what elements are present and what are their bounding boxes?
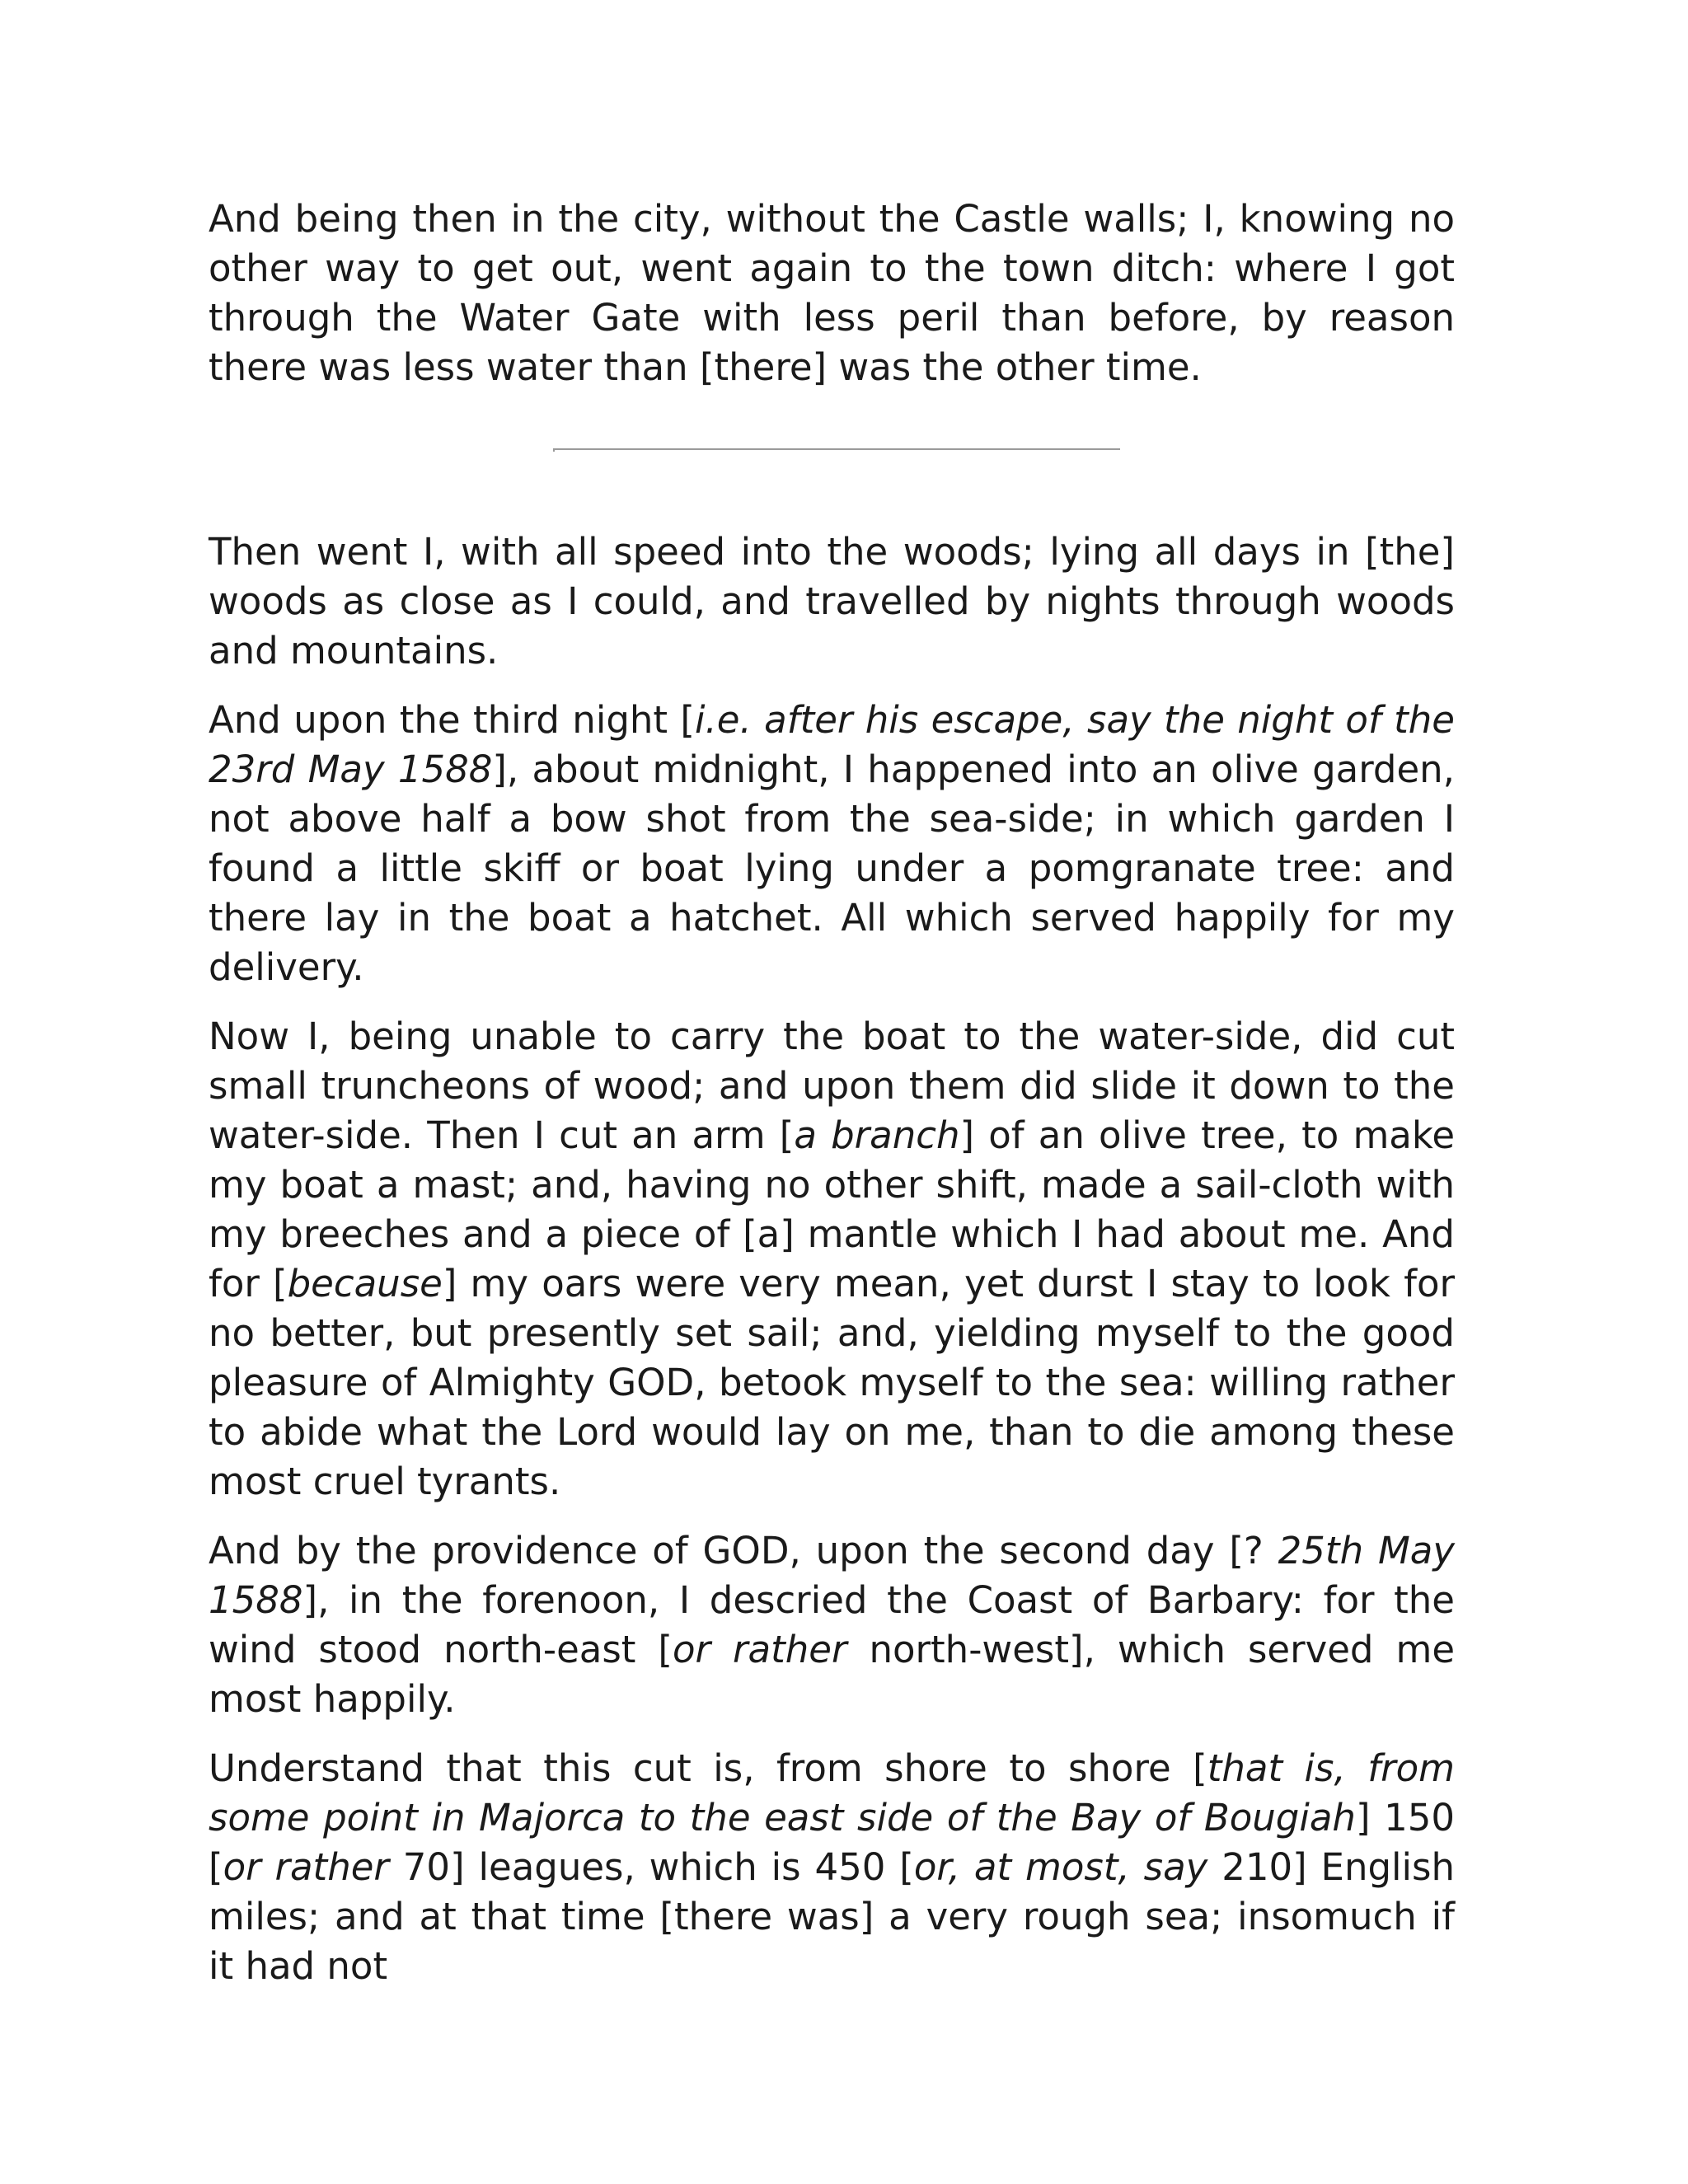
- text-segment: ] of an olive tree, to make my boat a mast; and, having no other shift, made a sail-cloth with my breeches and a piece of [a] mantle which I had about me. And for [: [209, 1113, 1456, 1305]
- italic-annotation: a branch: [794, 1113, 960, 1157]
- italic-annotation: or rather: [673, 1628, 847, 1671]
- page-body: [209, 194, 1455, 2011]
- text-segment: 70] leagues, which is 450 [: [388, 1845, 914, 1889]
- italic-annotation: i.e. after his escape, say the night of the 23rd May 1588: [209, 698, 1455, 791]
- text-segment: And being then in the city, without the Castle walls; I, knowing no other way to get out, went again to the town ditch: where I got through the Water Gate with less peril than before, by reason there was less water than [there] was the other time.: [209, 197, 1455, 389]
- paragraph: [209, 1012, 1455, 1507]
- text-segment: ], about midnight, I happened into an olive garden, not above half a bow shot from the sea-side; in which garden I found a little skiff or boat lying under a pomgranate tree: and there lay in the boat a hatchet. All which served happily for my delivery.: [209, 748, 1455, 989]
- text-segment: ] 150 [: [209, 1796, 1455, 1889]
- italic-annotation: that is, from some point in Majorca to the east side of the Bay of Bougiah: [209, 1746, 1455, 1840]
- text-segment: And upon the third night [: [209, 698, 695, 742]
- text-segment: north-west], which served me most happily.: [209, 1628, 1456, 1721]
- text-segment: ], in the forenoon, I descried the Coast of Barbary: for the wind stood north-east [: [209, 1578, 1455, 1671]
- paragraph: [209, 1526, 1455, 1724]
- text-segment: And by the providence of GOD, upon the second day [?: [209, 1529, 1278, 1572]
- paragraph: [209, 696, 1455, 992]
- text-segment: ] my oars were very mean, yet durst I stay to look for no better, but presently set sail; and, yielding myself to the good pleasure of Almighty GOD, betook myself to the sea: willing rather to abide what the Lord would lay on me, than to die among these most cruel tyrants.: [209, 1262, 1455, 1503]
- paragraph: [209, 194, 1455, 392]
- text-segment: 210] English miles; and at that time [there was] a very rough sea; insomuch if it had not: [209, 1845, 1456, 1988]
- section-divider: [553, 448, 1120, 452]
- text-segment: Then went I, with all speed into the woods; lying all days in [the] woods as close as I could, and travelled by nights through woods and mountains.: [209, 530, 1455, 673]
- text-segment: Understand that this cut is, from shore to shore [: [209, 1746, 1207, 1790]
- paragraph: [209, 1744, 1455, 1991]
- italic-annotation: or, at most, say: [913, 1845, 1208, 1889]
- italic-annotation: because: [287, 1262, 443, 1305]
- italic-annotation: or rather: [223, 1845, 389, 1889]
- paragraph: [209, 527, 1455, 676]
- text-segment: Now I, being unable to carry the boat to the water-side, did cut small truncheons of wood; and upon them did slide it down to the water-side. Then I cut an arm [: [209, 1015, 1455, 1157]
- italic-annotation: 25th May 1588: [209, 1529, 1455, 1622]
